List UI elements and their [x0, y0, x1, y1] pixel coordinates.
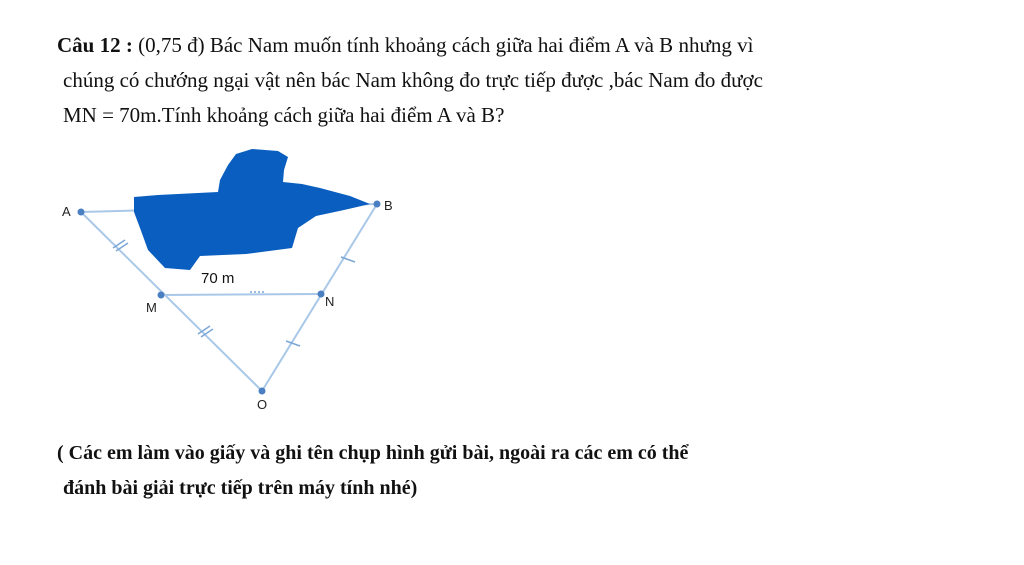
question-line-3: MN = 70m.Tính khoảng cách giữa hai điểm A và B? [63, 103, 505, 127]
instruction-note [57, 436, 983, 506]
question-number: Câu 12 : [57, 33, 133, 57]
question-line-1 [57, 28, 983, 63]
question-text [57, 28, 983, 133]
point-n [318, 291, 325, 298]
label-m: M [146, 300, 157, 315]
point-b [374, 201, 381, 208]
point-o [259, 388, 266, 395]
point-m [158, 292, 165, 299]
geometry-figure [50, 140, 410, 425]
label-b: B [384, 198, 393, 213]
segment-m-n [161, 294, 321, 295]
length-label-mn: 70 m [201, 270, 235, 287]
note-line-1: ( Các em làm vào giấy và ghi tên chụp hình gửi bài, ngoài ra các em có thể [57, 442, 689, 464]
question-line-2: chúng có chướng ngại vật nên bác Nam không đo trực tiếp được ,bác Nam đo được [63, 68, 763, 92]
label-n: N [325, 294, 335, 309]
label-o: O [257, 397, 268, 412]
note-line-2: đánh bài giải trực tiếp trên máy tính nhé) [63, 477, 418, 499]
obstacle-shape [134, 149, 370, 270]
question-intro: (0,75 đ) Bác Nam muốn tính khoảng cách giữa hai điểm A và B nhưng vì [138, 33, 754, 57]
label-a: A [62, 204, 71, 219]
point-a [78, 209, 85, 216]
